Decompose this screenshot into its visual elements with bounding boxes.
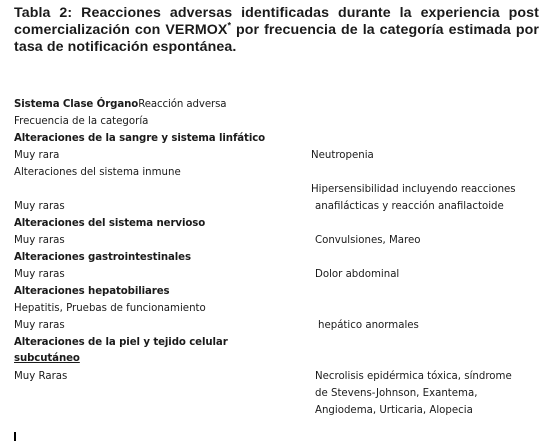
reaction-skin-line2: de Stevens-Johnson, Exantema, <box>315 388 478 399</box>
reaction-skin-line1: Necrolisis epidérmica tóxica, síndrome <box>315 371 512 382</box>
header-adverse-reaction: Reacción adversa <box>138 99 227 110</box>
frequency-immune: Muy raras <box>14 201 65 212</box>
reaction-skin-line3: Angiodema, Urticaria, Alopecia <box>315 405 473 416</box>
reaction-hepatobiliary-line2: hepático anormales <box>318 320 419 331</box>
reaction-immune-line2: anafilácticas y reacción anafilactoide <box>315 201 504 212</box>
frequency-skin: Muy Raras <box>14 371 68 382</box>
frequency-gastro: Muy raras <box>14 269 65 280</box>
table-title <box>14 5 539 56</box>
frequency-nervous: Muy raras <box>14 235 65 246</box>
header-system-organ-class: Sistema Clase Órgano <box>14 99 139 110</box>
title-text-part1: Tabla 2: Reacciones adversas identificadas durante la experiencia post comercialización con VERMOX <box>14 5 539 38</box>
reaction-blood: Neutropenia <box>311 150 374 161</box>
text-cursor <box>14 432 16 441</box>
reaction-nervous: Convulsiones, Mareo <box>315 235 421 246</box>
section-heading-nervous: Alteraciones del sistema nervioso <box>14 218 206 229</box>
header-frequency-category: Frecuencia de la categoría <box>14 116 149 127</box>
frequency-hepatobiliary: Muy raras <box>14 320 65 331</box>
section-heading-gastro: Alteraciones gastrointestinales <box>14 252 191 263</box>
title-text-part2: por frecuencia de la categoría estimada por tasa de notificación espontánea. <box>14 22 539 55</box>
frequency-blood: Muy rara <box>14 150 60 161</box>
reaction-hepatobiliary-line1: Hepatitis, Pruebas de funcionamiento <box>14 303 206 314</box>
reaction-gastro: Dolor abdominal <box>315 269 400 280</box>
table-header <box>14 98 226 111</box>
section-heading-hepatobiliary: Alteraciones hepatobiliares <box>14 286 170 297</box>
reaction-immune-line1: Hipersensibilidad incluyendo reacciones <box>311 184 516 195</box>
title-superscript: * <box>227 20 232 31</box>
section-heading-blood: Alteraciones de la sangre y sistema linfático <box>14 133 266 144</box>
section-heading-skin-line2: subcutáneo <box>14 353 80 364</box>
section-heading-immune: Alteraciones del sistema inmune <box>14 167 181 178</box>
section-heading-skin-line1: Alteraciones de la piel y tejido celular <box>14 337 228 348</box>
